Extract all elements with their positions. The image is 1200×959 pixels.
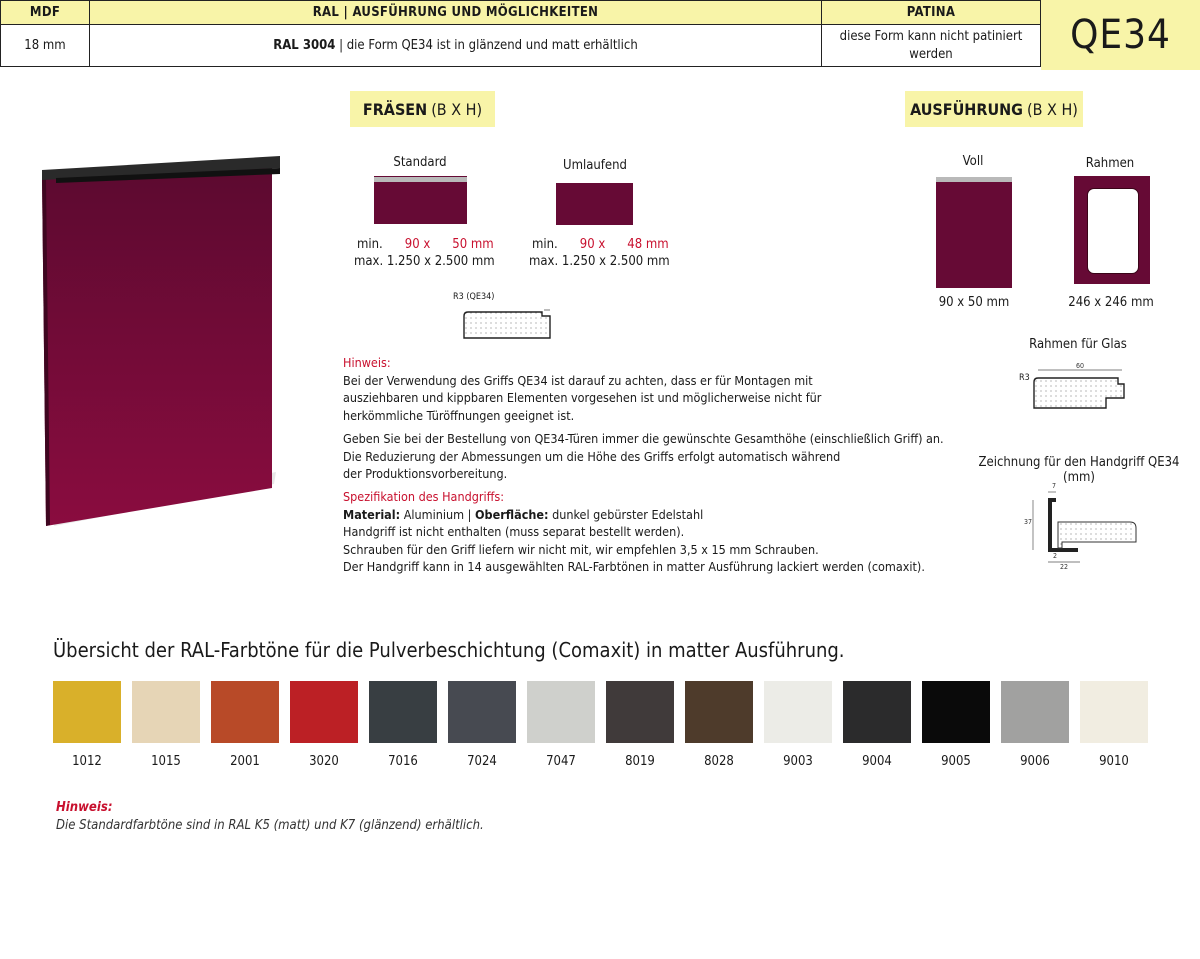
- ral-note-text: Die Standardfarbtöne sind in RAL K5 (matt) und K7 (glänzend) erhältlich.: [56, 818, 484, 833]
- umlaufend-min-w: 90 x: [579, 237, 606, 252]
- spec-table: [0, 0, 1041, 67]
- ral-swatch-label: 8028: [704, 754, 734, 769]
- ral-swatch-label: 1015: [151, 754, 181, 769]
- handgriff-dim-inner: 2: [1053, 552, 1058, 560]
- ral-swatch-7047: [527, 681, 595, 743]
- standard-handle: [374, 177, 467, 182]
- handgriff-label: Zeichnung für den Handgriff QE34 (mm): [978, 455, 1180, 485]
- ral-swatch-2001: [211, 681, 279, 743]
- spec-line: Handgriff ist nicht enthalten (muss separat bestellt werden).: [343, 524, 685, 539]
- patina-value: diese Form kann nicht patiniert werden: [822, 25, 1041, 67]
- ral-swatch-label: 1012: [72, 754, 102, 769]
- spec-material-line: [343, 506, 925, 524]
- ral-swatch-label: 7047: [546, 754, 576, 769]
- ral-value: [90, 25, 822, 67]
- standard-max: max. 1.250 x 2.500 mm: [354, 254, 495, 269]
- ral-swatch-1015: [132, 681, 200, 743]
- ral-swatch-label: 7024: [467, 754, 497, 769]
- product-code: QE34: [1041, 0, 1200, 70]
- ral-swatch-3020: [290, 681, 358, 743]
- profile-label: R3 (QE34): [453, 292, 495, 302]
- ral-swatch-label: 8019: [625, 754, 655, 769]
- order-line: Geben Sie bei der Bestellung von QE34-Türen immer die gewünschte Gesamthöhe (einschließlich Griff) an.: [343, 431, 944, 446]
- voll-preview: [936, 177, 1012, 288]
- door-image: [36, 150, 296, 540]
- hinweis-line: Bei der Verwendung des Griffs QE34 ist darauf zu achten, dass er für Montagen mit: [343, 372, 813, 388]
- fraesen-title-sub: (B X H): [431, 99, 483, 119]
- standard-preview: [374, 176, 467, 224]
- rahmen-dim: 246 x 246 mm: [1068, 295, 1154, 310]
- ral-swatch-9003: [764, 681, 832, 743]
- hinweis-block: [343, 354, 821, 424]
- mdf-value: 18 mm: [1, 25, 90, 67]
- spec-block: [343, 488, 925, 576]
- ral-title: Übersicht der RAL-Farbtöne für die Pulverbeschichtung (Comaxit) in matter Ausführung.: [53, 638, 845, 662]
- ral-swatch-label: 3020: [309, 754, 339, 769]
- fraesen-title: [350, 91, 495, 127]
- umlaufend-min-label: min.: [532, 237, 558, 252]
- handgriff-dim-height: 37: [1024, 518, 1033, 526]
- rahmen-label: Rahmen: [1085, 156, 1135, 171]
- umlaufend-max: max. 1.250 x 2.500 mm: [529, 254, 670, 269]
- mdf-header: MDF: [1, 1, 90, 25]
- spec-surface-value: dunkel gebürster Edelstahl: [548, 506, 704, 522]
- rahmen-preview: [1074, 176, 1150, 284]
- ral-code: RAL 3004: [273, 38, 336, 53]
- glas-dim-label: 60: [1076, 362, 1085, 370]
- standard-min-w: 90 x: [404, 237, 431, 252]
- spec-material-label: Material:: [343, 506, 401, 522]
- standard-min-h: 50 mm: [452, 237, 494, 252]
- hinweis-line: herkömmliche Türöffnungen geeignet ist.: [343, 407, 575, 423]
- ral-swatch-label: 9006: [1020, 754, 1050, 769]
- standard-min-label: min.: [357, 237, 383, 252]
- voll-handle: [936, 177, 1012, 182]
- fraesen-title-text: FRÄSEN: [362, 99, 428, 119]
- glas-r-label: R3: [1019, 373, 1030, 383]
- spec-material-value: Aluminium |: [400, 506, 475, 522]
- ral-swatch-8019: [606, 681, 674, 743]
- ral-header: RAL | AUSFÜHRUNG UND MÖGLICHKEITEN: [90, 1, 822, 25]
- voll-label: Voll: [962, 154, 984, 169]
- ausfuehrung-title: [905, 91, 1083, 127]
- ral-swatch-label: 9010: [1099, 754, 1129, 769]
- ral-note: [56, 799, 484, 835]
- handgriff-dim-bottom: 22: [1060, 563, 1069, 571]
- umlaufend-dims: [529, 236, 670, 270]
- rahmen-window: [1087, 188, 1139, 274]
- umlaufend-preview: [556, 183, 633, 225]
- handgriff-dim-top: 7: [1052, 482, 1057, 490]
- order-line: Die Reduzierung der Abmessungen um die Höhe des Griffs erfolgt automatisch während: [343, 448, 841, 464]
- ral-swatch-label: 9005: [941, 754, 971, 769]
- ral-swatch-7024: [448, 681, 516, 743]
- ral-swatch-7016: [369, 681, 437, 743]
- ral-swatch-label: 7016: [388, 754, 418, 769]
- ral-note-title: Hinweis:: [56, 800, 113, 815]
- ral-swatch-label: 9003: [783, 754, 813, 769]
- order-line: der Produktionsvorbereitung.: [343, 466, 508, 481]
- umlaufend-label: Umlaufend: [563, 158, 627, 173]
- ral-swatch-9010: [1080, 681, 1148, 743]
- standard-label: Standard: [393, 155, 447, 170]
- patina-header: PATINA: [822, 1, 1041, 25]
- hinweis-line: ausziehbaren und kippbaren Elementen vorgesehen ist und möglicherweise nicht für: [343, 390, 822, 405]
- ral-swatch-9004: [843, 681, 911, 743]
- voll-dim: 90 x 50 mm: [938, 295, 1010, 310]
- ral-description: | die Form QE34 ist in glänzend und matt erhältlich: [335, 38, 638, 53]
- ausfuehrung-title-sub: (B X H): [1026, 99, 1078, 119]
- ral-swatch-9006: [1001, 681, 1069, 743]
- glas-profile-drawing: [1030, 360, 1130, 412]
- spec-title: Spezifikation des Handgriffs:: [343, 489, 505, 504]
- glas-label: Rahmen für Glas: [1029, 337, 1127, 352]
- handgriff-drawing: [1020, 478, 1165, 573]
- profile-drawing: [460, 302, 554, 344]
- spec-surface-label: Oberfläche:: [475, 506, 549, 522]
- hinweis-title: Hinweis:: [343, 355, 391, 370]
- ral-swatch-label: 2001: [230, 754, 260, 769]
- ral-swatch-9005: [922, 681, 990, 743]
- standard-dims: [354, 236, 495, 270]
- spec-line: Schrauben für den Griff liefern wir nicht mit, wir empfehlen 3,5 x 15 mm Schrauben.: [343, 541, 819, 557]
- umlaufend-min-h: 48 mm: [627, 237, 669, 252]
- ral-swatch-1012: [53, 681, 121, 743]
- ausfuehrung-title-text: AUSFÜHRUNG: [910, 99, 1023, 119]
- ral-swatch-label: 9004: [862, 754, 892, 769]
- spec-line: Der Handgriff kann in 14 ausgewählten RAL-Farbtönen in matter Ausführung lackiert werden (comaxit).: [343, 559, 925, 574]
- ral-swatch-8028: [685, 681, 753, 743]
- order-block: [343, 430, 944, 483]
